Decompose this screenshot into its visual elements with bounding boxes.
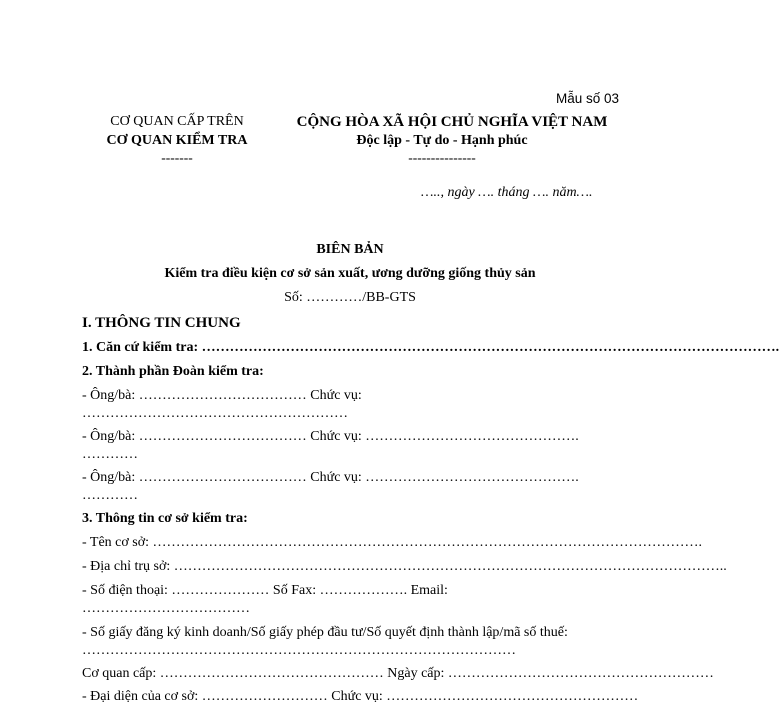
inspection-basis: 1. Căn cứ kiểm tra: …………………………………………………………………………………………………………….	[82, 340, 779, 355]
agency-superior: CƠ QUAN CẤP TRÊN	[110, 114, 244, 129]
national-motto: Độc lập - Tự do - Hạnh phúc	[356, 133, 528, 148]
facility-address: - Địa chỉ trụ sở: ………………………………………………………………………………………………………..	[82, 559, 727, 574]
business-license: - Số giấy đăng ký kinh doanh/Số giấy phép đầu tư/Số quyết định thành lập/mã số thuế:	[82, 625, 568, 640]
member1-line: - Ông/bà: ……………………………… Chức vụ:	[82, 388, 362, 403]
date-line: ….., ngày …. tháng …. năm….	[421, 185, 593, 200]
national-title: CỘNG HÒA XÃ HỘI CHỦ NGHĨA VIỆT NAM	[296, 114, 608, 130]
member2-line: - Ông/bà: ……………………………… Chức vụ: ……………………………………….	[82, 429, 579, 444]
member3-cont: …………	[82, 488, 138, 503]
facility-representative: - Đại diện của cơ sở: ……………………… Chức vụ: ………………………………………………	[82, 689, 639, 704]
member2-cont: …………	[82, 447, 138, 462]
facility-name: - Tên cơ sở: ……………………………………………………………………………………………………….	[82, 535, 703, 550]
facility-heading: 3. Thông tin cơ sở kiểm tra:	[82, 511, 248, 526]
doc-title: BIÊN BẢN	[316, 242, 384, 257]
doc-subtitle: Kiểm tra điều kiện cơ sở sản xuất, ương dưỡng giống thủy sản	[164, 266, 536, 281]
inspection-team-heading: 2. Thành phần Đoàn kiểm tra:	[82, 364, 264, 379]
right-header-rule: ---------------	[408, 150, 476, 165]
agency-inspecting: CƠ QUAN KIỂM TRA	[106, 133, 248, 148]
issuing-agency: Cơ quan cấp: ………………………………………… Ngày cấp: …………………………………………………	[82, 666, 714, 681]
doc-number: Số: …………/BB-GTS	[284, 290, 416, 305]
facility-email: ………………………………	[82, 601, 250, 616]
member1-cont: …………………………………………………	[82, 406, 348, 421]
section-general-info: I. THÔNG TIN CHUNG	[82, 315, 241, 331]
facility-phone: - Số điện thoại: ………………… Số Fax: ………………. Email:	[82, 583, 448, 598]
member3-line: - Ông/bà: ……………………………… Chức vụ: ……………………………………….	[82, 470, 579, 485]
left-header-rule: -------	[161, 150, 193, 165]
form-code: Mẫu số 03	[556, 91, 620, 106]
business-license-cont: …………………………………………………………………………………	[82, 643, 516, 658]
